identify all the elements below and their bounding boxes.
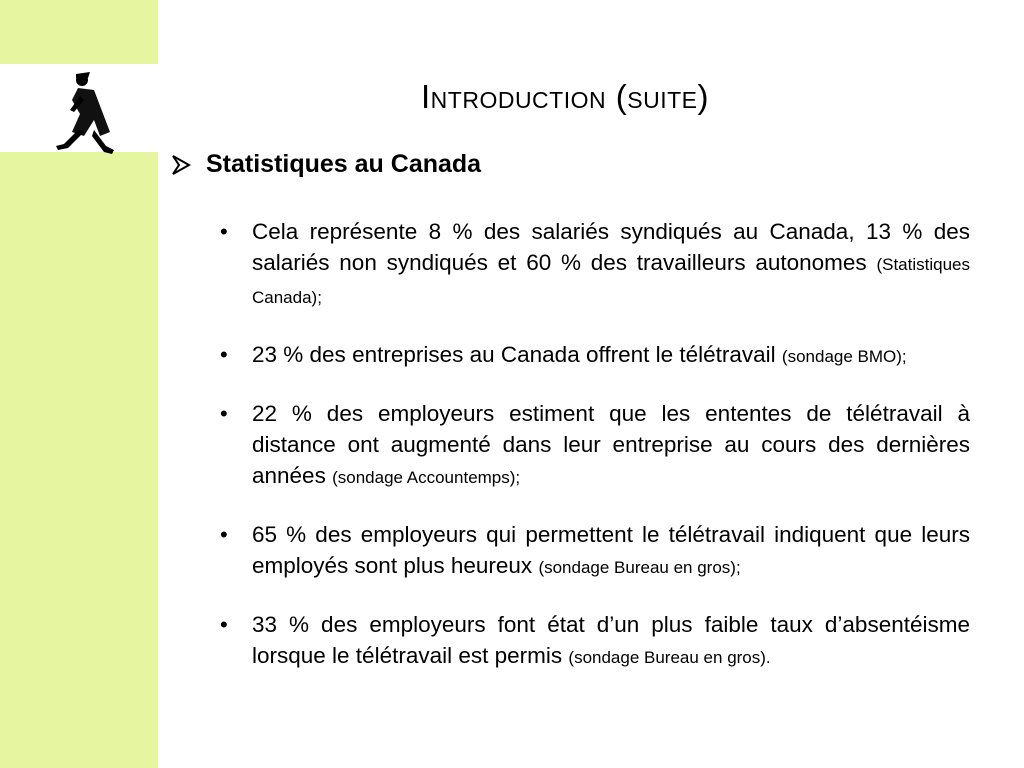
bullet-text: Cela représente 8 % des salariés syndiqués au Canada, 13 % des salariés non syndiqués et 60 % des travailleurs autonomes [252,219,970,275]
bullet-dot: • [220,401,228,426]
list-item [220,609,970,673]
bullet-source: (sondage BMO); [781,347,907,366]
list-item [220,519,970,583]
bullet-source: (sondage Accountemps); [332,468,521,487]
bullet-source: (Statistiques Canada); [252,255,970,307]
subheading-text: Statistiques au Canada [206,150,482,178]
bullet-dot: • [220,612,228,637]
bullet-source: (sondage Bureau en gros). [568,648,771,667]
bullet-dot: • [220,342,228,367]
walking-man-icon [50,70,120,154]
list-item [220,339,970,372]
bullet-text: 33 % des employeurs font état d’un plus faible taux d’absentéisme lorsque le télétravail est permis [252,612,970,668]
list-item [220,398,970,493]
bullet-dot: • [220,522,228,547]
bullet-text: 65 % des employeurs qui permettent le télétravail indiquent que leurs employés sont plus heureux [252,522,970,578]
bullet-source: (sondage Bureau en gros); [538,558,741,577]
arrow-right-icon [170,154,192,176]
sidebar-bottom-panel [0,152,158,768]
bullet-dot: • [220,219,228,244]
bullet-list [220,216,970,699]
slide-title: Introduction (suite) [421,78,709,115]
sidebar-top-panel [0,0,158,64]
bullet-text: 23 % des entreprises au Canada offrent le télétravail [252,342,776,367]
list-item [220,216,970,313]
bullet-text: 22 % des employeurs estiment que les ententes de télétravail à distance ont augmenté dans leur entreprise au cours des dernières années [252,401,970,488]
subheading [170,150,481,179]
